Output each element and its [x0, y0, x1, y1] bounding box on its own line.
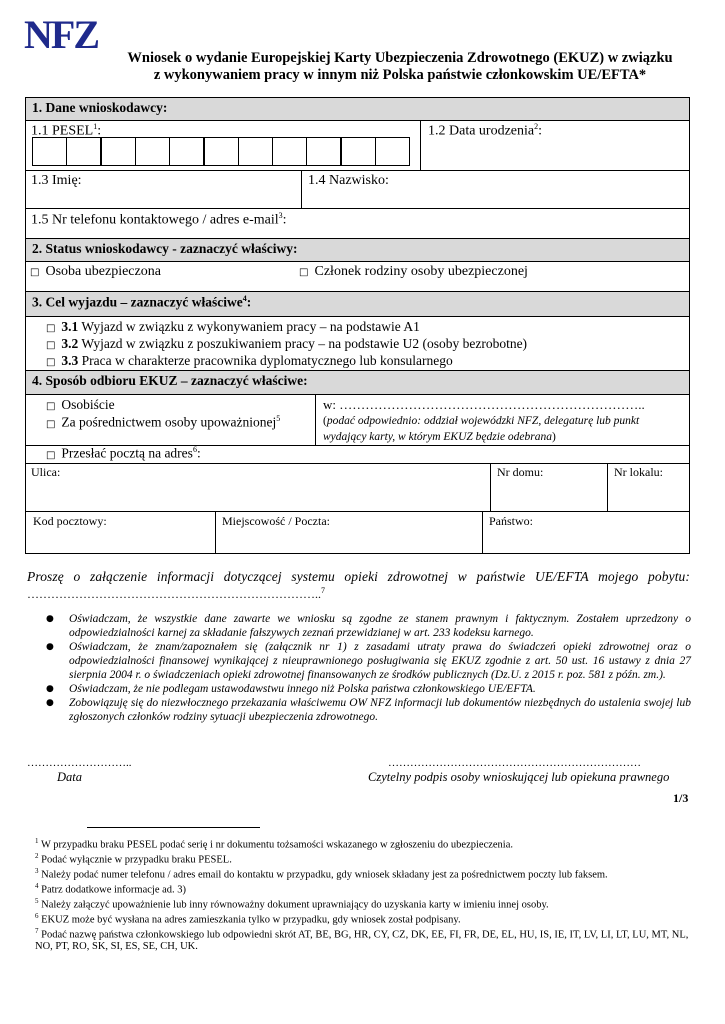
footnote	[35, 851, 695, 866]
footnote	[35, 896, 695, 911]
pesel-digit-cell[interactable]	[135, 137, 170, 166]
firstname-label: 1.3 Imię:	[31, 173, 82, 188]
date-label: Data	[57, 770, 82, 784]
birth-date-label: 1.2 Data urodzenia$^2$:	[428, 122, 543, 139]
checkbox-icon[interactable]: □	[46, 357, 56, 368]
hint-text-2: wydający karty, w którym EKUZ będzie odebrana	[323, 431, 553, 443]
signature-dots: ……………………………………………………………	[388, 757, 641, 769]
pesel-digit-cell[interactable]	[32, 137, 67, 166]
status-family-option[interactable]	[299, 264, 528, 280]
pickup-proxy-label: Za pośrednictwem osoby upoważnionej	[61, 414, 277, 430]
hint-paren-open: (	[323, 415, 327, 427]
signature-label: Czytelny podpis osoby wnioskującej lub opiekuna prawnego	[368, 770, 670, 784]
pickup-mail-option[interactable]: □ Przesłać pocztą na adres$^6$:	[46, 445, 201, 461]
pickup-proxy-option[interactable]	[46, 414, 280, 431]
lastname-label: 1.4 Nazwisko:	[308, 173, 389, 188]
footnote-number: 7	[35, 927, 39, 935]
status-family-label: Członek rodziny osoby ubezpieczonej	[314, 264, 528, 279]
footnote	[35, 926, 695, 953]
form-title	[105, 50, 695, 84]
footnote	[35, 881, 695, 896]
declaration-item	[46, 696, 691, 724]
contact-label-text: 1.5 Nr telefonu kontaktowego / adres e-mail	[31, 212, 279, 228]
section4-header	[25, 370, 690, 395]
footnote-text: EKUZ może być wysłana na adres zamieszkania tylko w przypadku, gdy wniosek został podpisany.	[41, 914, 461, 926]
status-insured-option[interactable]	[30, 264, 161, 280]
footnote-text: Należy podać numer telefonu / adres email do kontaktu w przypadku, gdy wniosek składany jest za pośrednictwem poczty lub faksem.	[41, 869, 608, 881]
purpose-option-number: 3.1	[61, 319, 79, 334]
footnote-text: Podać nazwę państwa członkowskiego lub odpowiedni skrót AT, BE, BG, HR, CY, CZ, DK, EE, FI, FR, DE, EL, HU, IS, IE, IT, LV, LI, LT, LU, MT, NL, NO, PT, RO, SK, SI, ES, SE, CH, UK.	[35, 929, 689, 952]
checkbox-icon[interactable]: □	[46, 323, 56, 334]
info-request-dots-text: ………………………………………………………………..	[27, 587, 321, 601]
declaration-item	[46, 640, 691, 682]
purpose-option-label: Praca w charakterze pracownika dyplomatycznego lub konsularnego	[81, 353, 453, 368]
pickup-location-dots: w: ……………………………………………………………..	[323, 397, 645, 412]
footnote-text: Należy załączyć upoważnienie lub inny równoważny dokument uprawniający do uzyskania karty w imieniu innej osoby.	[41, 899, 549, 911]
section4-header-text: 4. Sposób odbioru EKUZ – zaznaczyć właściwe:	[32, 373, 308, 388]
checkbox-icon[interactable]: □	[299, 267, 309, 278]
footnote	[35, 866, 695, 881]
purpose-option-label: Wyjazd w związku z wykonywaniem pracy – na podstawie A1	[81, 319, 420, 334]
section3-header-text: 3. Cel wyjazdu – zaznaczyć właściwe	[32, 294, 243, 310]
checkbox-icon[interactable]: □	[46, 449, 56, 461]
pickup-personal-label: Osobiście	[61, 397, 115, 412]
street-label: Ulica:	[31, 465, 61, 479]
bullet-icon: ●	[46, 684, 54, 694]
contact-footnote-ref: 3	[278, 211, 283, 220]
nfz-logo	[24, 14, 104, 54]
info-request-dots	[27, 586, 325, 602]
footnote-number: 3	[35, 867, 39, 875]
birth-date-label-text: 1.2 Data urodzenia	[428, 123, 535, 139]
country-label: Państwo:	[489, 514, 534, 528]
pesel-digit-cell[interactable]	[375, 137, 410, 166]
form-title-line2: z wykonywaniem pracy w innym niż Polska państwie członkowskim UE/EFTA*	[153, 67, 647, 83]
footnote-text: Patrz dodatkowe informacje ad. 3)	[41, 884, 187, 896]
purpose-option-number: 3.3	[61, 353, 79, 368]
footnote-number: 6	[35, 912, 39, 920]
status-insured-label: Osoba ubezpieczona	[45, 264, 161, 279]
section1-header-text: 1. Dane wnioskodawcy:	[32, 100, 168, 115]
footnote-number: 2	[35, 852, 39, 860]
contact-label: 1.5 Nr telefonu kontaktowego / adres e-mail$^3$:	[31, 211, 287, 228]
nfz-logo-text: NFZ	[24, 14, 98, 54]
pickup-location-hint	[323, 413, 683, 445]
hint-text-1: podać odpowiednio: oddział wojewódzki NFZ, delegaturę lub punkt	[326, 415, 640, 427]
footnote	[35, 836, 695, 851]
pesel-digit-cell[interactable]	[306, 137, 341, 166]
pickup-mail-label: Przesłać pocztą na adres	[61, 445, 193, 461]
postcode-label: Kod pocztowy:	[33, 514, 107, 528]
birth-date-footnote-ref: 2	[534, 122, 539, 131]
footnote-number: 5	[35, 897, 39, 905]
house-number-label: Nr domu:	[497, 465, 544, 479]
pesel-digit-cell[interactable]	[169, 137, 204, 166]
flat-number-label: Nr lokalu:	[614, 465, 663, 479]
pesel-digit-cell[interactable]	[66, 137, 101, 166]
bullet-icon: ●	[46, 642, 54, 652]
footnote-number: 4	[35, 882, 39, 890]
declaration-text: Zobowiązuję się do niezwłocznego przekazania właściwemu OW NFZ informacji lub dokumentów niezbędnych do ustalenia swojej lub zgłoszonych członków rodziny sytuacji ubezpieczenia zdrowotnego.	[69, 697, 691, 723]
city-label: Miejscowość / Poczta:	[222, 514, 330, 528]
bullet-icon: ●	[46, 614, 54, 624]
footnote-text: W przypadku braku PESEL podać serię i nr dokumentu tożsamości wskazanego w zgłoszeniu do ubezpieczenia.	[40, 839, 513, 851]
checkbox-icon[interactable]: □	[46, 418, 56, 430]
footnote-number: 1	[35, 837, 39, 845]
date-dots: ………………………..	[27, 757, 132, 769]
checkbox-icon[interactable]: □	[46, 340, 56, 351]
footnotes	[35, 836, 695, 953]
purpose-option-3[interactable]	[46, 352, 453, 371]
proxy-footnote-ref: 5	[276, 414, 281, 423]
pesel-label-text: 1.1 PESEL	[31, 123, 94, 139]
mail-footnote-ref: 6	[192, 445, 197, 454]
footnote-text: Podać wyłącznie w przypadku braku PESEL.	[41, 854, 232, 866]
pesel-digit-cell[interactable]	[341, 137, 376, 166]
section1-header	[25, 97, 690, 121]
pesel-digit-cell[interactable]	[101, 137, 136, 166]
info-request-footnote-ref: 7	[321, 586, 325, 595]
bullet-icon: ●	[46, 698, 54, 708]
footnote	[35, 911, 695, 926]
purpose-option-number: 3.2	[61, 336, 79, 351]
declaration-item	[46, 612, 691, 640]
page-number: 1/3	[673, 791, 689, 805]
declaration-text: Oświadczam, że wszystkie dane zawarte we wniosku są zgodne ze stanem prawnym i faktycznym. Zostałem uprzedzony o odpowiedzialności karnej za składanie fałszywych zeznań przewidzianej w art. 233 kodeksu karnego.	[69, 613, 691, 639]
hint-paren-close: )	[552, 431, 556, 443]
declaration-item	[46, 682, 691, 696]
footnote-separator	[87, 827, 260, 828]
pesel-digit-cell[interactable]	[238, 137, 273, 166]
section2-header	[25, 238, 690, 262]
pickup-personal-option[interactable]	[46, 397, 115, 413]
info-request-text: Proszę o załączenie informacji dotyczącej systemu opieki zdrowotnej w państwie UE/EFTA mojego pobytu:	[27, 569, 690, 584]
declaration-text: Oświadczam, że nie podlegam ustawodawstwu innego niż Polska państwa członkowskiego UE/EFTA.	[69, 683, 536, 695]
pesel-digit-cell[interactable]	[272, 137, 307, 166]
checkbox-icon[interactable]: □	[46, 401, 56, 412]
section3-header: 3. Cel wyjazdu – zaznaczyć właściwe$^4$:	[25, 291, 690, 317]
checkbox-icon[interactable]: □	[30, 267, 40, 278]
purpose-option-label: Wyjazd w związku z poszukiwaniem pracy – na podstawie U2 (osoby bezrobotne)	[81, 336, 528, 351]
section3-footnote-ref: 4	[242, 294, 247, 303]
section2-header-text: 2. Status wnioskodawcy - zaznaczyć właściwy:	[32, 241, 298, 256]
form-title-line1: Wniosek o wydanie Europejskiej Karty Ubezpieczenia Zdrowotnego (EKUZ) w związku	[127, 50, 673, 66]
declarations-list	[46, 612, 691, 724]
pesel-footnote-ref: 1	[93, 122, 98, 131]
pesel-label: 1.1 PESEL$^1$:	[31, 122, 102, 139]
declaration-text: Oświadczam, że znam/zapoznałem się (załącznik nr 1) z zasadami utraty prawa do świadczeń opieki zdrowotnej oraz o odpowiedzialności finansowej wynikającej z nieuprawnionego posługiwania się EKUZ zgodnie z art. 50 ust. 16 ustawy z dnia 27 sierpnia 2004 r. o świadczeniach opieki zdrowotnej finansowanych ze środków publicznych (Dz.U. z 2015 r. poz. 581 z późn. zm.).	[69, 641, 691, 681]
pesel-digit-cell[interactable]	[204, 137, 239, 166]
